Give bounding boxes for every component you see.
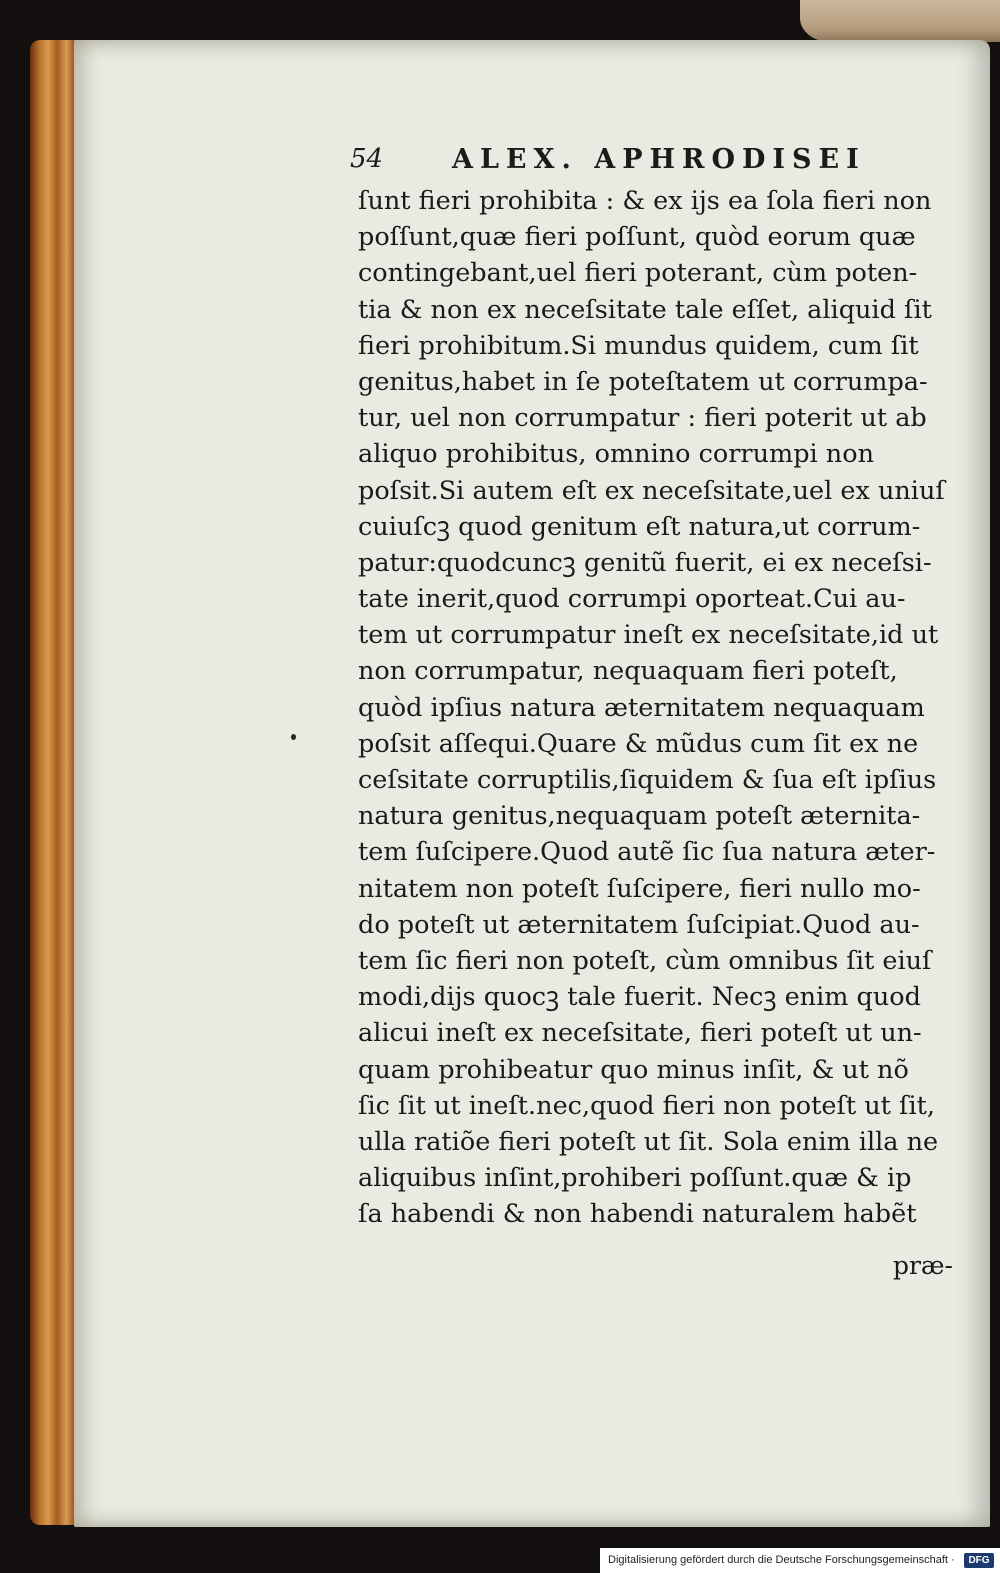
digitization-credit-bar bbox=[600, 1548, 1000, 1573]
text-line: ulla ratiõe fieri poteſt ut ſit. Sola enim illa ne bbox=[358, 1126, 939, 1157]
text-line: ceſsitate corruptilis,ſiquidem & ſua eſt ipſius bbox=[358, 765, 937, 795]
text-line: fieri prohibitum.Si mundus quidem, cum ſit bbox=[358, 330, 919, 361]
catchword: præ- bbox=[893, 1251, 953, 1280]
text-line: non corrumpatur, nequaquam fieri poteſt, bbox=[358, 656, 898, 687]
page-number: 54 bbox=[350, 144, 384, 174]
body-text bbox=[358, 183, 960, 1232]
text-line: do poteſt ut æternitatem ſuſcipiat.Quod au- bbox=[358, 909, 920, 940]
text-line: natura genitus,nequaquam poteſt æternita- bbox=[358, 801, 921, 832]
text-line: quam prohibeatur quo minus inſit, & ut nõ bbox=[358, 1054, 909, 1085]
text-line: ſa habendi & non habendi naturalem habẽt bbox=[358, 1199, 917, 1230]
text-line: poſsit.Si autem eſt ex neceſsitate,uel ex uniuſ bbox=[358, 475, 945, 506]
text-line: tem ut corrumpatur ineſt ex neceſsitate,id ut bbox=[358, 620, 939, 651]
dfg-logo: DFG bbox=[964, 1553, 994, 1568]
text-line: aliquibus inſint,prohiberi poſſunt.quæ & ip bbox=[358, 1163, 912, 1194]
text-line: contingebant,uel fieri poterant, cùm poten- bbox=[358, 258, 918, 289]
text-line: tur, uel non corrumpatur : fieri poterit ut ab bbox=[358, 403, 927, 434]
text-line: tem ſuſcipere.Quod autẽ ſic ſua natura æter- bbox=[358, 837, 936, 868]
text-line: tem ſic fieri non poteſt, cùm omnibus ſit eiuſ bbox=[358, 945, 932, 976]
text-line: quòd ipſius natura æternitatem nequaquam bbox=[358, 692, 925, 723]
text-line: alicui ineſt ex neceſsitate, fieri poteſt ut un- bbox=[358, 1018, 922, 1049]
text-line: genitus,habet in ſe poteſtatem ut corrumpa- bbox=[358, 366, 928, 397]
running-title: ALEX. APHRODISEI bbox=[452, 144, 866, 175]
text-line: patur:quodcuncꝫ genitũ fuerit, ei ex neceſsi- bbox=[358, 547, 932, 578]
next-leaf-corner bbox=[800, 0, 1000, 42]
text-line: ſunt fieri prohibita : & ex ijs ea ſola fieri non bbox=[358, 186, 932, 216]
text-line: ſic ſit ut ineſt.nec,quod fieri non poteſt ut ſit, bbox=[358, 1090, 935, 1121]
ink-speck bbox=[291, 734, 296, 740]
text-line: nitatem non poteſt ſuſcipere, fieri nullo mo- bbox=[358, 873, 921, 904]
text-line: aliquo prohibitus, omnino corrumpi non bbox=[358, 439, 875, 470]
running-head bbox=[350, 140, 910, 184]
text-line: tate inerit,quod corrumpi oporteat.Cui au- bbox=[358, 584, 906, 615]
funding-credit: Digitalisierung gefördert durch die Deutsche Forschungsgemeinschaft · bbox=[608, 1554, 955, 1566]
text-line: tia & non ex neceſsitate tale eſſet, aliquid ſit bbox=[358, 294, 932, 325]
text-line: poſſunt,quæ fieri poſſunt, quòd eorum quæ bbox=[358, 222, 916, 253]
text-line: cuiuſcꝫ quod genitum eſt natura,ut corrum- bbox=[358, 511, 921, 542]
text-line: poſsit aſſequi.Quare & mũdus cum ſit ex ne bbox=[358, 728, 919, 759]
text-line: modi,dijs quocꝫ tale fuerit. Necꝫ enim quod bbox=[358, 982, 921, 1013]
